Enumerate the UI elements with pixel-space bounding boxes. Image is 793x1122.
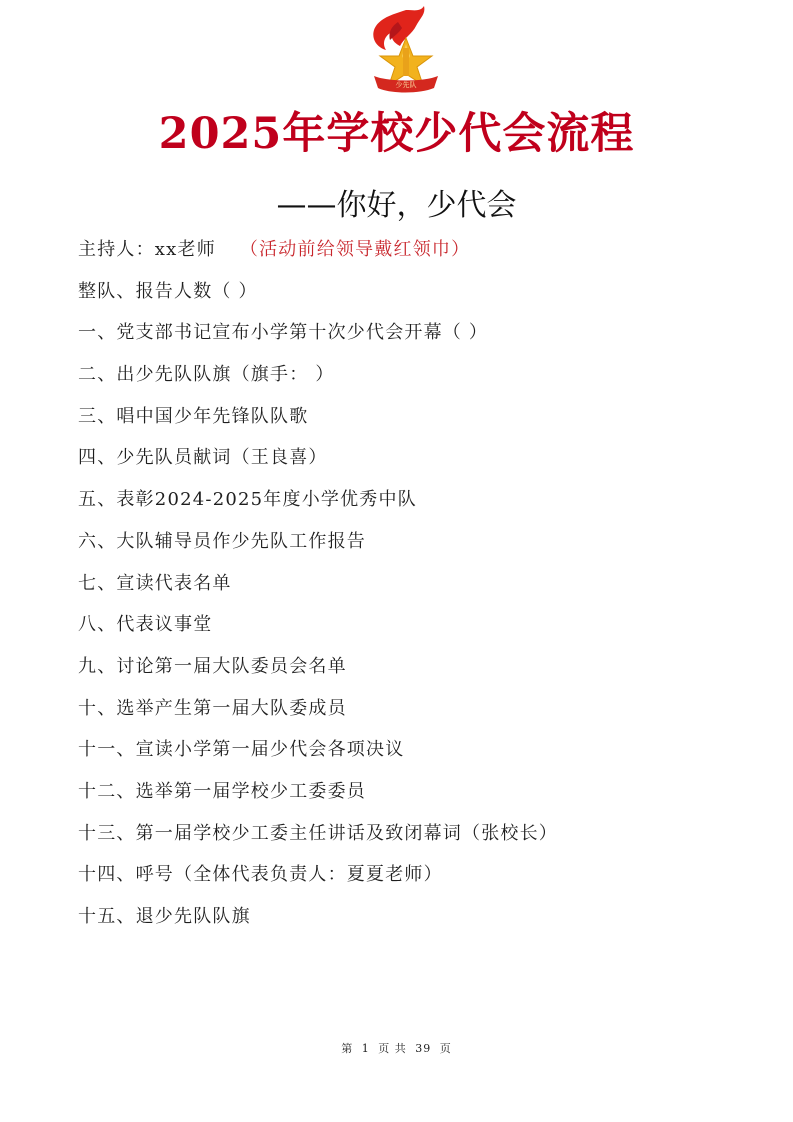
agenda-item: 三、唱中国少年先锋队队歌 [78,405,309,427]
page-footer [0,1040,793,1056]
footer-page-number: 1 [361,1042,370,1055]
agenda-item: 十五、退少先队队旗 [78,906,251,927]
footer-total-pages: 39 [415,1042,432,1055]
agenda-item: 八、代表议事堂 [78,614,213,636]
agenda-item: 十二、选举第一届学校少工委委员 [78,780,366,802]
emblem-banner-text: 少先队 [395,81,417,89]
agenda-item: 一、党支部书记宣布小学第十次少代会开幕（ ） [78,322,489,344]
agenda-item: 十三、第一届学校少工委主任讲话及致闭幕词（张校长） [78,822,558,844]
agenda-item: 七、宣读代表名单 [78,572,232,594]
footer-middle: 页 共 [378,1042,407,1055]
agenda-item: 十、选举产生第一届大队委成员 [78,697,347,719]
agenda-item: 四、少先队员献词（王良喜） [78,447,328,469]
host-line [78,232,758,274]
agenda-item: 九、讨论第一届大队委员会名单 [78,655,347,677]
agenda-item: 整队、报告人数（ ） [78,280,258,302]
agenda-item: 五、表彰2024-2025年度小学优秀中队 [78,489,417,511]
agenda-item: 六、大队辅导员作少先队工作报告 [78,530,366,552]
agenda-list [78,232,758,941]
footer-suffix: 页 [439,1042,452,1055]
host-note: （活动前给领导戴红领巾） [239,239,471,260]
page-title: 2025年学校少代会流程 [158,109,635,159]
young-pioneers-emblem-icon [364,4,440,102]
agenda-item: 十一、宣读小学第一届少代会各项决议 [78,739,405,761]
host-label: 主持人：xx老师 [78,239,216,260]
agenda-item: 十四、呼号（全体代表负责人：夏夏老师） [78,864,443,886]
agenda-item: 二、出少先队队旗（旗手： ） [78,364,335,386]
footer-prefix: 第 [341,1042,354,1055]
page-subtitle: ——你好，少代会 [276,188,517,223]
